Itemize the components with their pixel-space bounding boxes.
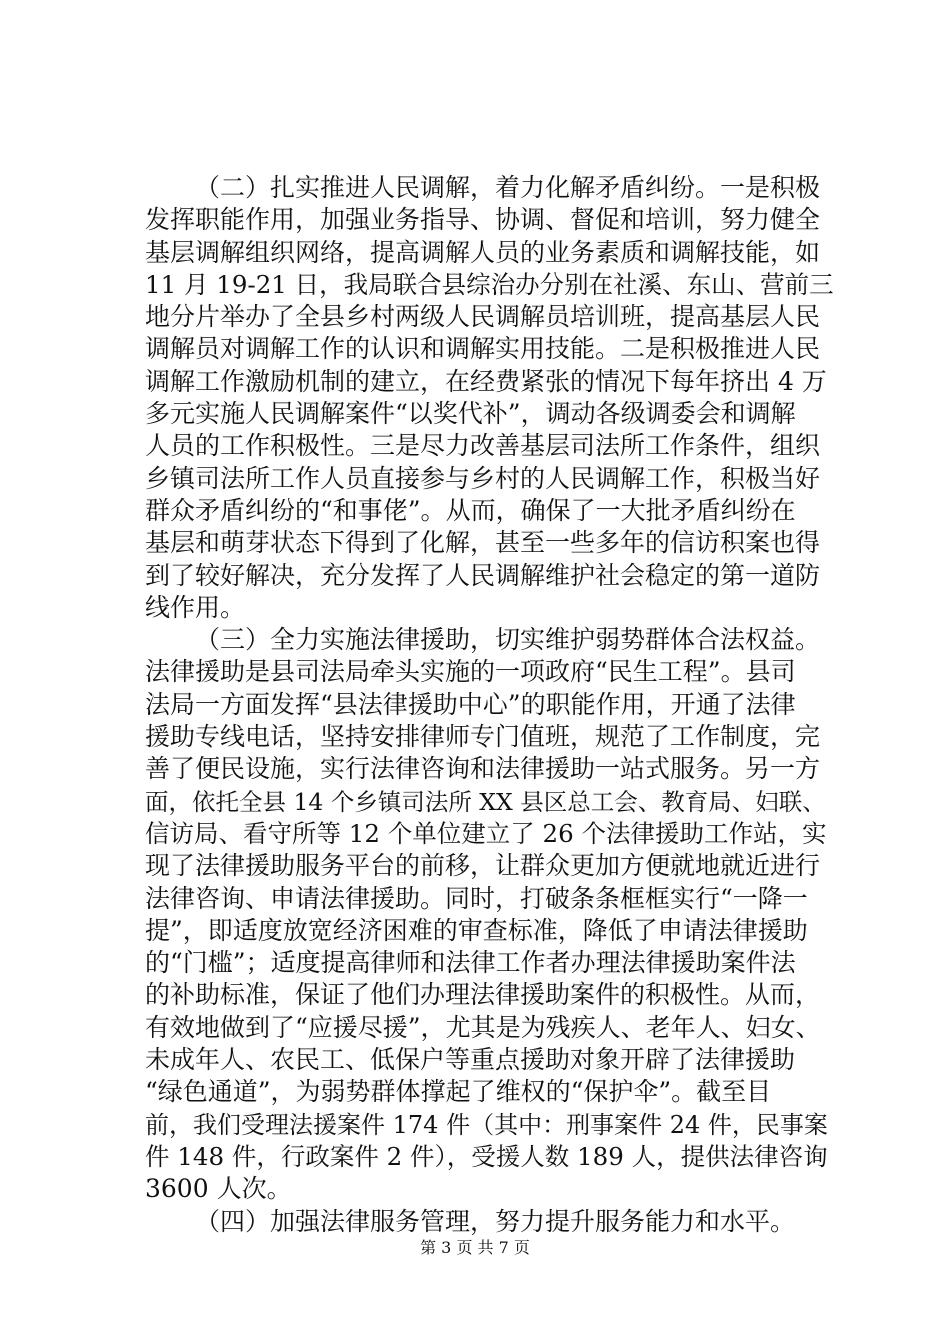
text-line: 基层和萌芽状态下得到了化解，甚至一些多年的信访积案也得 xyxy=(145,528,821,558)
text-line: 的“门槛”；适度提高律师和法律工作者办理法律援助案件法 xyxy=(145,948,796,978)
text-line: 法律援助是县司法局牵头实施的一项政府“民生工程”。县司 xyxy=(145,657,796,687)
text-line: 现了法律援助服务平台的前移，让群众更加方便就地就近进行 xyxy=(145,851,821,881)
page-number-label: 第 3 页 共 7 页 xyxy=(420,1238,530,1257)
text-line: 信访局、看守所等 12 个单位建立了 26 个法律援助工作站，实 xyxy=(145,818,827,848)
text-line: 3600 人次。 xyxy=(145,1174,292,1204)
text-line: 11 月 19-21 日，我局联合县综治办分别在社溪、东山、营前三 xyxy=(145,269,834,299)
text-line: （四）加强法律服务管理，努力提升服务能力和水平。 xyxy=(195,1206,796,1236)
text-line: 基层调解组织网络，提高调解人员的业务素质和调解技能，如 xyxy=(145,237,821,267)
text-line: 法局一方面发挥“县法律援助中心”的职能作用，开通了法律 xyxy=(145,689,796,719)
text-line: 善了便民设施，实行法律咨询和法律援助一站式服务。另一方 xyxy=(145,754,821,784)
text-line: 面，依托全县 14 个乡镇司法所 XX 县区总工会、教育局、妇联、 xyxy=(145,787,826,816)
text-line: （三）全力实施法律援助，切实维护弱势群体合法权益。 xyxy=(195,625,821,655)
text-line: 调解工作激励机制的建立，在经费紧张的情况下每年挤出 4 万 xyxy=(145,366,827,396)
text-line: 线作用。 xyxy=(145,592,246,622)
text-line: 人员的工作积极性。三是尽力改善基层司法所工作条件，组织 xyxy=(145,431,821,461)
text-line: 发挥职能作用，加强业务指导、协调、督促和培训，努力健全 xyxy=(145,205,821,235)
text-line: 乡镇司法所工作人员直接参与乡村的人民调解工作，积极当好 xyxy=(145,463,821,493)
text-line: 有效地做到了“应援尽援”，尤其是为残疾人、老年人、妇女、 xyxy=(145,1012,821,1042)
document-body xyxy=(145,172,835,1238)
text-line: 前，我们受理法援案件 174 件（其中：刑事案件 24 件，民事案 xyxy=(145,1110,828,1139)
text-line: （二）扎实推进人民调解，着力化解矛盾纠纷。一是积极 xyxy=(195,173,821,202)
text-line: 援助专线电话，坚持安排律师专门值班，规范了工作制度，完 xyxy=(145,722,821,752)
text-line: 提”，即适度放宽经济困难的审查标准，降低了申请法律援助 xyxy=(145,915,808,945)
text-line: 群众矛盾纠纷的“和事佬”。从而，确保了一大批矛盾纠纷在 xyxy=(145,495,796,525)
text-line: 未成年人、农民工、低保户等重点援助对象开辟了法律援助 xyxy=(145,1045,796,1075)
text-line: 地分片举办了全县乡村两级人民调解员培训班，提高基层人民 xyxy=(145,302,821,332)
text-line: 多元实施人民调解案件“以奖代补”，调动各级调委会和调解 xyxy=(145,399,796,429)
text-line: 法律咨询、申请法律援助。同时，打破条条框框实行“一降一 xyxy=(145,883,808,913)
text-line: 到了较好解决，充分发挥了人民调解维护社会稳定的第一道防 xyxy=(145,560,821,590)
text-line: 件 148 件，行政案件 2 件），受援人数 189 人，提供法律咨询 xyxy=(145,1141,828,1171)
text-line: 的补助标准，保证了他们办理法律援助案件的积极性。从而， xyxy=(145,980,821,1010)
text-line: “绿色通道”，为弱势群体撑起了维权的“保护伞”。截至目 xyxy=(145,1077,772,1107)
text-line: 调解员对调解工作的认识和调解实用技能。二是积极推进人民 xyxy=(145,334,821,364)
page-footer xyxy=(0,1238,950,1258)
